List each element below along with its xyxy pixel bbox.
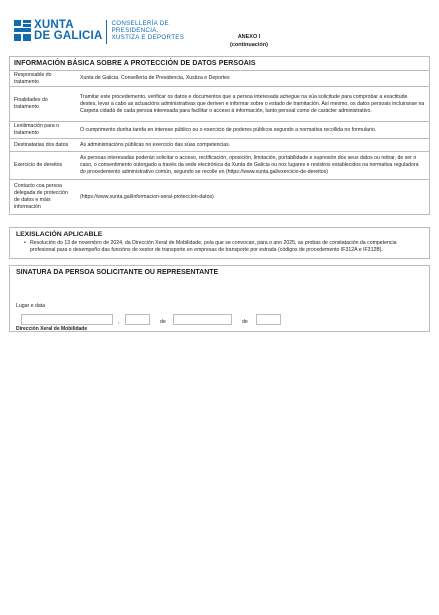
signature-body xyxy=(10,279,429,331)
logo-line-1: XUNTA xyxy=(34,19,74,31)
row-label: Responsable do tratamento xyxy=(14,71,52,85)
de-separator-1: de xyxy=(160,319,166,325)
legislation-section xyxy=(9,227,430,259)
legislation-list xyxy=(16,240,423,254)
row-value: O cumprimento dunha tarefa en interese público ou o exercicio de poderes públicos segundo a normativa recollida no formulario. xyxy=(80,126,377,133)
logo-line-2: DE GALICIA xyxy=(34,29,103,42)
day-input[interactable] xyxy=(125,314,150,325)
de-separator-2: de xyxy=(242,319,248,325)
place-input[interactable] xyxy=(21,314,113,325)
xunta-emblem-icon xyxy=(14,20,31,41)
comma-separator: , xyxy=(118,319,120,325)
data-protection-section xyxy=(9,56,430,215)
dept-line-1: CONSELLERÍA DE xyxy=(111,20,169,27)
logo-divider xyxy=(106,20,107,44)
row-label: Finalidades do tratamento xyxy=(14,97,48,110)
table-row xyxy=(10,122,429,139)
dept-line-2: PRESIDENCIA, xyxy=(111,27,159,34)
list-item: • Resolución do 13 de novembro de 2024, da Dirección Xeral de Mobilidade, pola que se convocan, para o ano 2025, as probas de constatación da competencia profesional para o desempeño das funcións de xestor de transporte en empresas de transporte por estrada (códigos de procedemento IF312A e IF312B). xyxy=(24,240,423,254)
table-row xyxy=(10,87,429,122)
table-row xyxy=(10,152,429,180)
legislation-title: LEXISLACIÓN APLICABLE xyxy=(16,231,103,238)
month-input[interactable] xyxy=(173,314,232,325)
xunta-wordmark xyxy=(34,20,102,41)
year-input[interactable] xyxy=(256,314,281,325)
signature-title: SINATURA DA PERSOA SOLICITANTE OU REPRESENTANTE xyxy=(16,269,219,276)
data-protection-title: INFORMACIÓN BÁSICA SOBRE A PROTECCIÓN DE DATOS PERSOAIS xyxy=(10,57,429,71)
page-header xyxy=(14,20,434,54)
row-value: Tramitar este procedemento, verificar os datos e documentos que a persoa interesada achegue na súa solicitude para comprobar a exactitude destes, levar a cabo as actuacións administrativas que deriven e informar sobre o estado de tramitación. Así mesmo, os datos persoais incluiranse na Carpeta cidadá de cada persoa interesada para facilitar o acceso á información, tanto persoal como de carácter administrativo. xyxy=(80,93,425,114)
footer-directorate: Dirección Xeral de Mobilidade xyxy=(16,326,88,332)
table-row xyxy=(10,180,429,214)
signature-section xyxy=(9,265,430,332)
annex-subtitle: (continuación) xyxy=(230,42,268,48)
dept-line-3: XUSTIZA E DEPORTES xyxy=(111,34,185,41)
row-label: Contacto coa persoa delegada de protección de datos e máis información xyxy=(14,183,68,210)
annex-heading xyxy=(219,33,279,49)
xunta-logo xyxy=(14,20,184,44)
annex-title: ANEXO I xyxy=(237,34,261,40)
department-name xyxy=(111,20,184,41)
row-value: As administracións públicas no exercicio das súas competencias. xyxy=(80,141,231,148)
row-value: As persoas interesadas poderán solicitar o acceso, rectificación, oposición, limitación, portabilidade e supresión dos seus datos ou retirar, de ser o caso, o consentimento outorgado a través da sede electrónica da Xunta de Galicia ou nos lugares e rexistros establecidos na normativa reguladora do procedemento administrativo común, segundo se recolle en (https://www.xunta.gal/exercicio-de-dereitos) xyxy=(80,155,419,175)
row-value: Xunta de Galicia. Consellería de Presidencia, Xustiza e Deportes xyxy=(80,75,230,81)
table-row xyxy=(10,139,429,152)
row-label: Exercicio de dereitos xyxy=(14,162,63,168)
row-label: Lexitimación para o tratamento xyxy=(14,123,59,136)
row-value: (https://www.xunta.gal/informacion-xeral-proteccion-datos) xyxy=(80,193,214,200)
table-row xyxy=(10,71,429,87)
place-date-label: Lugar e data xyxy=(16,303,46,309)
row-label: Destinatarias dos datos xyxy=(14,141,69,148)
